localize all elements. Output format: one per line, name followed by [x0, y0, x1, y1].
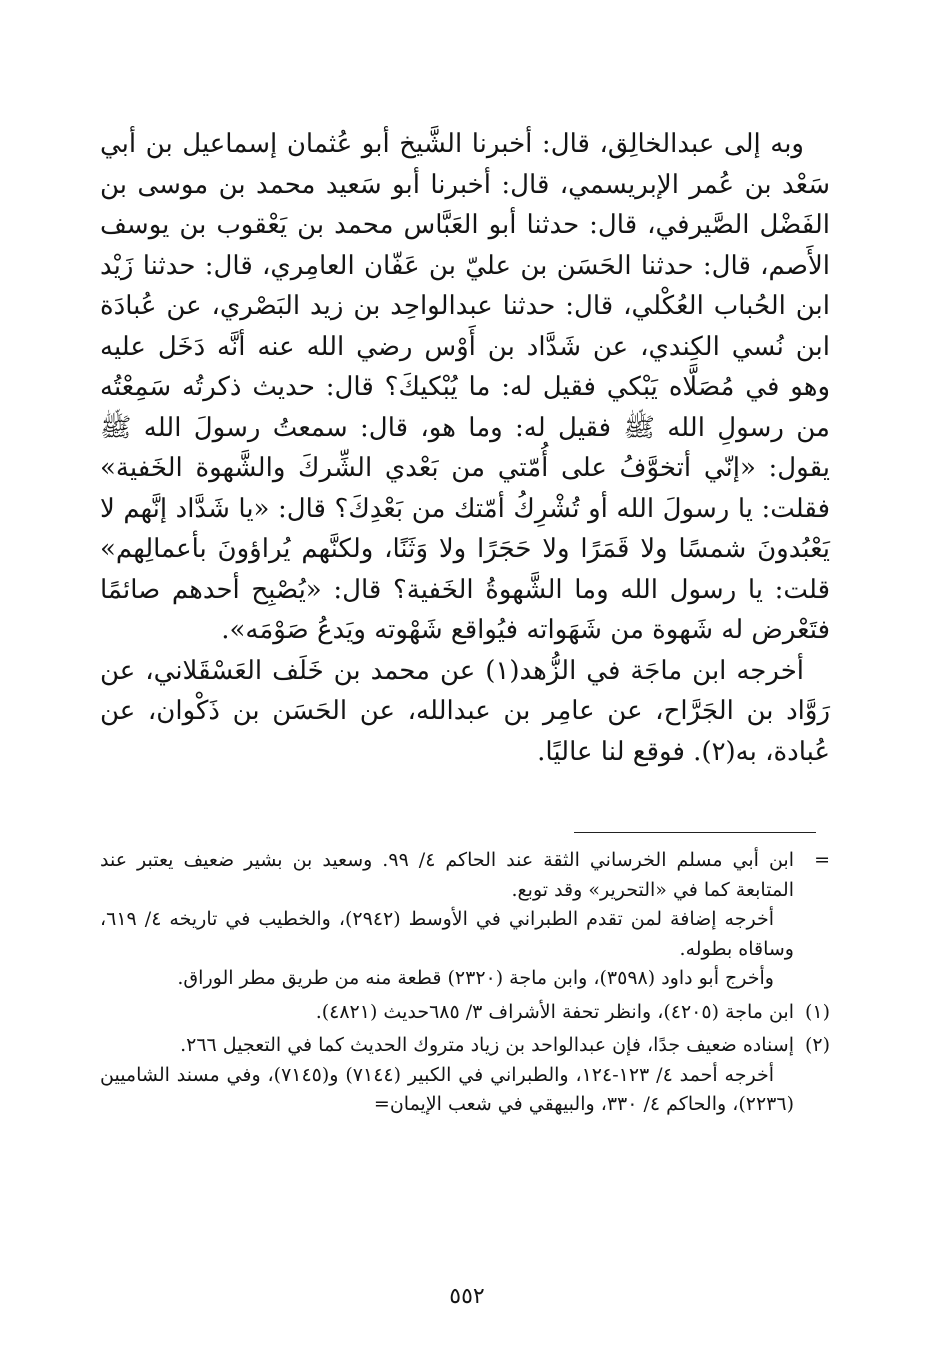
footnote-2-text: إسناده ضعيف جدًا، فإن عبدالواحد بن زياد متروك الحديث كما في التعجيل ٢٦٦.	[180, 1034, 794, 1056]
footnote-2-marker: (٢)	[804, 1034, 830, 1056]
takhrij-paragraph: أخرجه ابن ماجَة في الزُّهد(١) عن محمد بن خَلَف العَسْقَلاني، عن رَوَّاد بن الجَرَّاح، عن عامِر بن عبدالله، عن الحَسَن بن ذَكْوان، عن عُبادة، به(٢). فوقع لنا عاليًا.	[100, 655, 830, 767]
hadith-paragraph: وبه إلى عبدالخالِق، قال: أخبرنا الشَّيخ أبو عُثمان إسماعيل بن أبي سَعْد بن عُمر الإبريسمي، قال: أخبرنا أبو سَعيد محمد بن موسى بن الفَضْل الصَّيرفي، قال: حدثنا أبو العَبَّاس محمد بن يَعْقوب بن يوسف الأَصم، قال: حدثنا الحَسَن بن عليّ بن عَفّان العامِري، قال: حدثنا زَيْد ابن الحُباب العُكْلي، قال: حدثنا عبدالواحِد بن زيد البَصْري، عن عُبادَة ابن نُسي الكِندي، عن شَدَّاد بن أَوْس رضي الله عنه أنَّه دَخَل عليه وهو في مُصَلَّاه يَبْكي فقيل له: ما يُبْكيكَ؟ قال: حديث ذكرتُه سَمِعْتُه من رسولِ الله ﷺ فقيل له: وما هو، قال: سمعتُ رسولَ الله ﷺ يقول: «إنّي أتخوَّفُ على أُمّتي من بَعْدي الشِّركَ والشَّهوة الخَفية» فقلت: يا رسولَ الله أو تُشْرِكُ أمّتك من بَعْدِكَ؟ قال: «يا شَدَّاد إنَّهم لا يَعْبُدونَ شمسًا ولا قَمَرًا ولا حَجَرًا ولا وَثَنًا، ولكنَّهم يُراؤونَ بأعمالِهم» قلت: يا رسول الله وما الشَّهوةُ الخَفية؟ قال: «يُصْبِح أحدهم صائمًا فتَعْرض له شَهوة من شَهَواته فيُواقع شَهْوته ويَدعُ صَوْمَه».	[100, 129, 830, 645]
footnote-1-marker: (١)	[804, 1000, 830, 1023]
footnote-separator	[574, 832, 816, 833]
footnote-continuation-paragraph: ابن أبي مسلم الخرساني الثقة عند الحاكم ٤/ ٩٩. وسعيد بن بشير ضعيف يعتبر عند المتابعة كما في «التحرير» وقد توبع.	[100, 849, 794, 901]
footnote-continuation-paragraph: أخرجه إضافة لمن تقدم الطبراني في الأوسط (٢٩٤٢)، والخطيب في تاريخه ٤/ ٦١٩، وساقاه بطوله.	[100, 908, 794, 960]
footnote-2-continuation: أخرجه أحمد ٤/ ١٢٣-١٢٤، والطبراني في الكبير (٧١٤٤) و(٧١٤٥)، وفي مسند الشاميين (٢٢٣٦)، والحاكم ٤/ ٣٣٠، والبيهقي في شعب الإيمان=	[100, 1063, 794, 1115]
footnotes-section	[100, 846, 830, 1124]
footnote-2	[100, 1031, 830, 1120]
page-number: ٥٥٢	[449, 1284, 485, 1309]
footnote-continuation-paragraph: وأخرج أبو داود (٣٥٩٨)، وابن ماجة (٢٣٢٠) قطعة منه من طريق مطر الوراق.	[177, 967, 774, 989]
footnote-1-text: ابن ماجة (٤٢٠٥)، وانظر تحفة الأشراف ٣/ ٦٨٥حديث (٤٨٢١).	[315, 1000, 794, 1023]
footnote-continuation	[100, 846, 830, 994]
main-text-body	[100, 124, 830, 772]
continuation-marker: =	[814, 849, 830, 871]
footnote-1	[100, 998, 830, 1028]
